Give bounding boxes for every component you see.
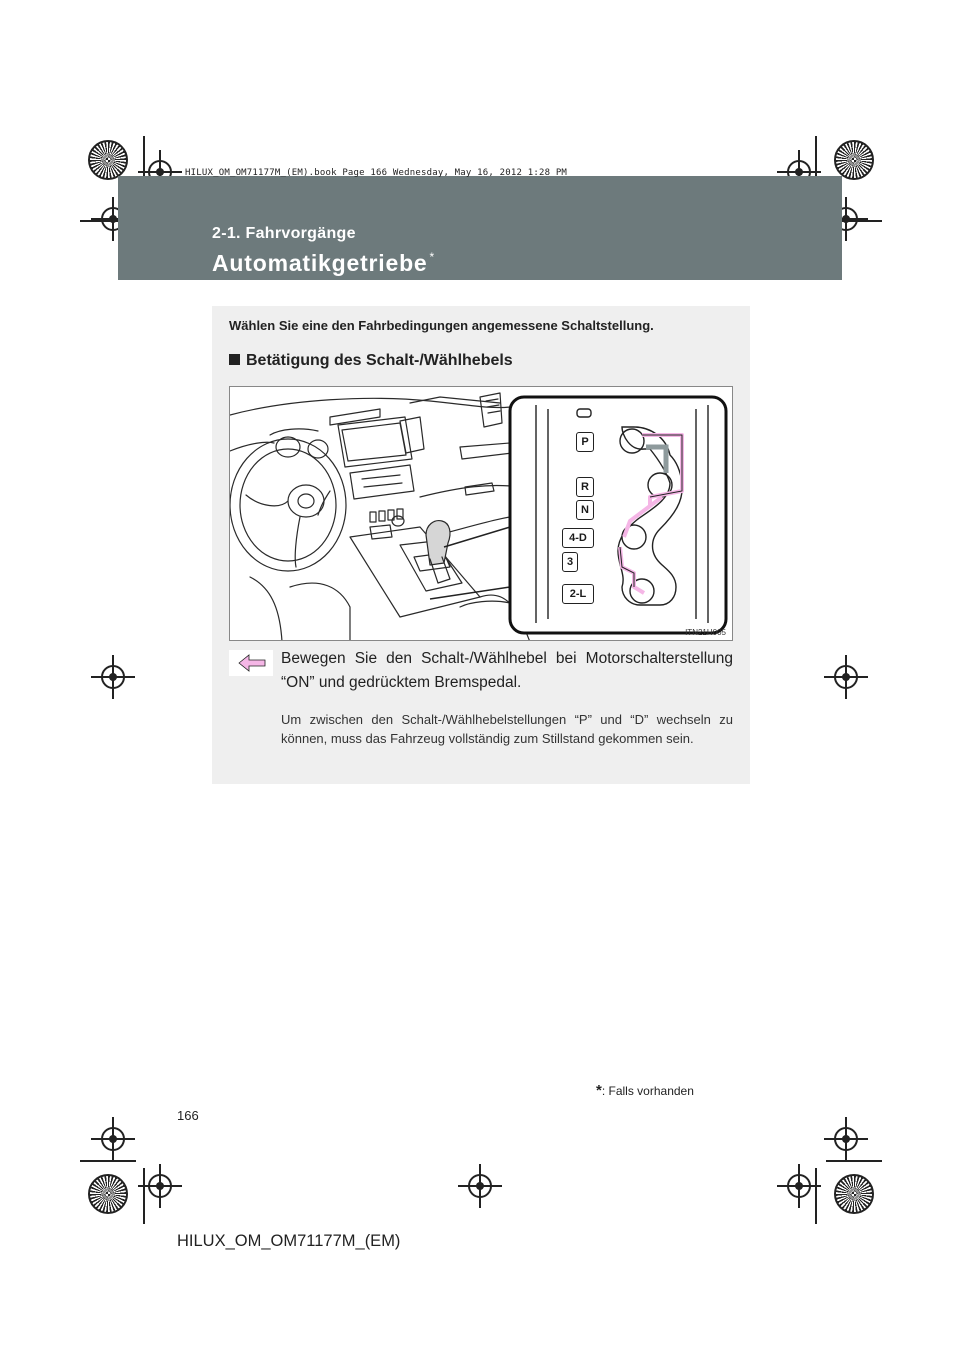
registration-mark-icon	[787, 1174, 811, 1198]
crop-mark	[80, 1160, 136, 1162]
arrow-legend	[229, 650, 273, 676]
registration-mark-icon	[148, 1174, 172, 1198]
footnote-text: : Falls vorhanden	[601, 1084, 694, 1098]
crop-mark	[143, 1168, 145, 1224]
gear-label-2l: 2-L	[562, 584, 594, 604]
page-title-text: Automatikgetriebe	[212, 250, 428, 276]
square-bullet-icon	[229, 354, 240, 365]
registration-mark-icon	[834, 1127, 858, 1151]
registration-mark-icon	[101, 665, 125, 689]
brake-shift-arrow	[620, 547, 644, 593]
figure-code: ITN21H005	[685, 628, 726, 637]
shift-lever-figure	[229, 386, 733, 641]
gear-label-4d: 4-D	[562, 528, 594, 548]
registration-mark-icon	[101, 1127, 125, 1151]
footnote-mark: *	[596, 1082, 602, 1099]
note-text: Um zwischen den Schalt-/Wählhebelstellungen “P” und “D” wechseln zu können, muss das Fahrzeug vollständig zum Stillstand gekommen sein.	[281, 712, 733, 746]
gear-label-p: P	[576, 432, 594, 452]
registration-mark-icon	[468, 1174, 492, 1198]
gear-label-r: R	[576, 477, 594, 497]
page-number: 166	[177, 1108, 199, 1123]
section-heading-text: Betätigung des Schalt-/Wählhebels	[246, 352, 513, 369]
shift-gate-diagram	[230, 387, 733, 641]
color-registration-icon	[88, 140, 128, 180]
intro-text: Wählen Sie eine den Fahrbedingungen angemessene Schaltstellung.	[229, 318, 654, 333]
section-heading	[229, 352, 513, 370]
brake-shift-arrow	[624, 497, 662, 537]
document-code: HILUX_OM_OM71177M_(EM)	[177, 1232, 401, 1250]
footnote	[596, 1082, 694, 1099]
registration-mark-icon	[834, 665, 858, 689]
gear-label-3: 3	[562, 552, 578, 572]
book-info: HILUX_OM_OM71177M_(EM).book Page 166 Wednesday, May 16, 2012 1:28 PM	[185, 168, 568, 178]
arrow-left-icon	[229, 650, 273, 676]
crop-mark	[826, 1160, 882, 1162]
gear-label-n: N	[576, 500, 594, 520]
page-title	[212, 250, 435, 277]
color-registration-icon	[834, 140, 874, 180]
section-label: 2-1. Fahrvorgänge	[212, 225, 356, 242]
instruction-text: Bewegen Sie den Schalt-/Wählhebel bei Motorschalterstellung “ON” und gedrücktem Bremspedal.	[281, 650, 733, 691]
crop-mark	[815, 1168, 817, 1224]
color-registration-icon	[834, 1174, 874, 1214]
color-registration-icon	[88, 1174, 128, 1214]
optional-equipment-mark: *	[429, 250, 436, 264]
